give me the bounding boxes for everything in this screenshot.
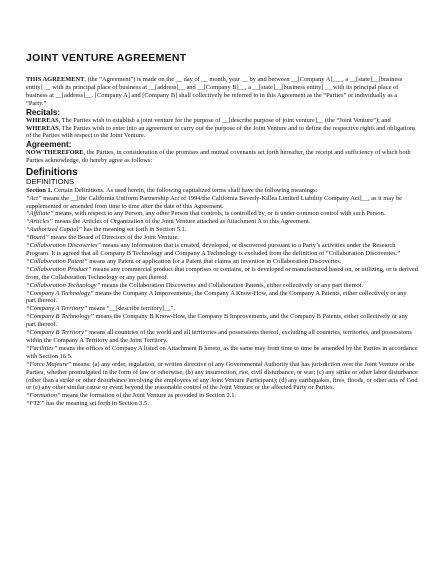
definition-text: means all countries of the world and all territories and possessions thereof, excluding all countries, territories, and possessions within the Company A Territory and the Joint Territory. [26,329,412,344]
intro-text: , (the “Agreement”) is made on the __ day of __ month, year __ by and between __[Company A]___, a __[state]__[business entity] __ with its principal place of business at __[address]__ and __[Company B]__, a __[state]__[business entity] __ with its principal place of business at __[address]__. [Company A] and [Company B] shall collectively be referred to in this Agreement as the “Parties” or individually as a “Party.” [26,76,403,107]
definition-term: “Authorized Capital” [26,226,82,234]
now-therefore-paragraph [26,149,418,165]
definition-term: “Formation” [26,392,61,400]
definition-text: means any commercial product that comprises or contains, or is developed or manufactured based on, or utilizing, or is derived from, the Collaboration Technology or any part thereof. [26,265,418,281]
definition-company-b-territory [26,329,418,345]
now-therefore-lead: NOW THEREFORE [26,149,84,157]
definition-text: means any Patent or application for a Patent that claims an invention in Collaboration Discoveries. [87,257,342,265]
definition-company-a-technology [26,290,418,306]
definition-affiliate [26,210,418,218]
definition-collaboration-patent [26,258,418,266]
intro-lead: THIS AGREEMENT [26,76,85,83]
definition-term: “Company B Technology” [26,313,94,321]
definition-text: means: (a) any order, regulation, or written directive of any Governmental Authority that has jurisdiction over the Joint Venture or the Parties, whether promulgated in the form of law or otherwise; (b) any insurrection, riot, civil disturbance, or war; (c) any strike or other labor disturbance (other than a strike or other disturbance involving the employees of any Joint Venture Participant); (d) any earthquakes, fires, floods, or other acts of God or (e) any other similar cause or event beyond the reasonable control of the Joint Venture or the affected Party or Parties. [26,360,418,392]
definition-text: means the __[the California Uniform Partnership Act of 1994/the California Beverly-Killea Limited Liability Company Act]__, as it may be supplemented or amended from time to time after the date of this Agreement. [26,194,402,210]
whereas-lead-2: WHEREAS [26,124,59,132]
definition-term: “Collaboration Patent” [26,257,88,265]
document-title: JOINT VENTURE AGREEMENT [26,52,187,64]
definition-term: “Company B Territory” [26,329,88,337]
definition-act [26,195,418,211]
definition-text: means the Company B Know-How, the Company B Improvements, and the Company B Patents, either collectively or any part thereof. [26,313,408,329]
definitions-subheading: DEFINITIONS [26,177,75,187]
definition-text: means the formation of the Joint Venture as provided in Section 2.1. [60,392,237,400]
definition-formation [26,392,418,400]
definition-text: means, with respect to any Person, any other Person that controls, is controlled by, or is under common control with such Person. [53,210,386,218]
definition-text: means the Company A Improvements, the Company A Know-How, and the Company A Patents, either collectively or any part thereof. [26,289,407,305]
definition-force-majeure [26,361,418,393]
definition-board [26,234,418,242]
definition-term: “Affiliate” [26,210,54,218]
definition-collaboration-product [26,266,418,282]
definition-authorized-capital [26,226,418,234]
definition-term: “Collaboration Discoveries” [26,242,102,250]
definition-term: “Board” [26,234,49,242]
definition-term: “Act” [26,194,42,202]
recitals-heading: Recitals: [26,107,61,117]
definition-text: means the Articles of Organization of the Joint Venture attached as Attachment A to this Agreement. [53,218,311,226]
definition-term: “Facilities” [26,344,58,352]
definition-term: “Articles” [26,218,53,226]
intro-paragraph [26,76,418,108]
definition-articles [26,218,418,226]
definition-term: “Force Majeure” [26,360,72,368]
definition-company-a-territory [26,305,418,313]
definition-facilities [26,345,418,361]
definition-collaboration-technology [26,282,418,290]
definition-term: “Collaboration Technology” [26,281,101,289]
document-body [26,52,418,408]
section-1-paragraph [26,187,418,195]
agreement-heading: Agreement: [26,140,72,150]
section-1-lead: Section 1. [26,186,53,194]
whereas-paragraph-1 [26,117,418,125]
definition-text: means any Information that is created, developed, or discovered pursuant to a Party’s activities under the Research Program. It is agreed that all Company B Technology and Company A Technology is excluded from the definition of “Collaboration Discoveries.” [26,242,401,257]
whereas-text-1: , The Parties wish to establish a joint venture for the purpose of __[describe purpose of joint venture]__ (the “Joint Venture”); and [58,116,391,124]
whereas-lead-1: WHEREAS [26,116,59,124]
definition-term: “Collaboration Product” [26,265,92,273]
definition-term: “Company A Technology” [26,289,94,297]
definition-text: has the meaning set forth in Section 3.5. [44,400,149,408]
definition-term: “Company A Territory” [26,305,88,313]
definition-fte [26,400,418,408]
whereas-paragraph-2 [26,125,418,141]
definition-term: “FTE” [26,400,45,408]
definition-text: means the Collaboration Discoveries and Collaboration Patents, either collectively or any part thereof. [100,281,364,289]
definition-collaboration-discoveries [26,242,418,258]
definition-company-b-technology [26,313,418,329]
definition-text: means “__[describe territory]__”. [87,305,175,313]
definition-text: means the offices of Company A listed on Attachment B hereto, as the same may from time to time be amended by the Parties in accordance with Section 16.5. [26,344,418,360]
whereas-text-2: , The Parties wish to enter into an agreement to carry out the purpose of the Joint Venture and to define the respective rights and obligations of the Parties with respect to the Joint Venture. [26,124,416,140]
definitions-heading: Definitions [26,167,78,179]
now-therefore-text: , the Parties, in consideration of the promises and mutual covenants set forth hereafter, the receipt and sufficiency of which both Parties acknowledge, do hereby agree as follows: [26,149,411,165]
definition-text: means the Board of Directors of the Joint Venture. [48,234,180,242]
section-1-text: Certain Definitions. As used herein, the following capitalized terms shall have the following meanings: [52,186,318,194]
definition-text: has the meaning set forth in Section 5.1. [81,226,187,234]
